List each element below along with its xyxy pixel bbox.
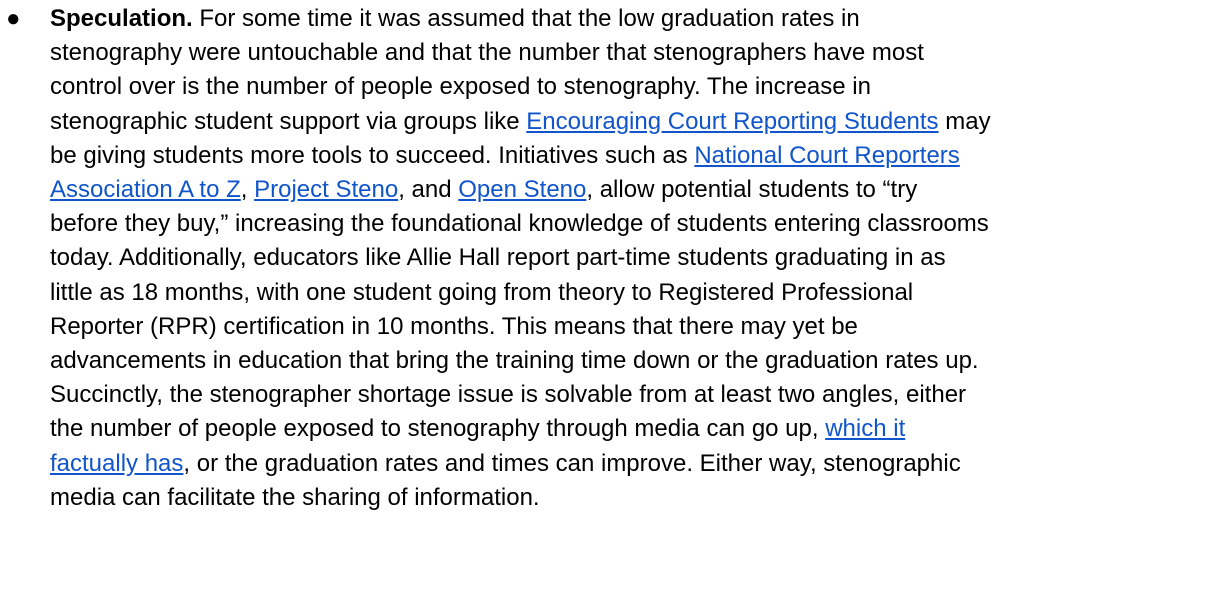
paragraph-text: , <box>240 176 255 204</box>
inline-link[interactable]: National Court Reporters <box>694 141 960 169</box>
paragraph-text: advancements in education that bring the training time down or the graduation rates up. <box>50 347 979 375</box>
paragraph-text: , or the graduation rates and times can improve. Either way, stenographic <box>183 449 961 477</box>
paragraph-text: stenography were untouchable and that the number that stenographers have most <box>50 39 924 67</box>
paragraph-text: stenographic student support via groups like <box>50 107 527 135</box>
inline-link[interactable]: Project Steno <box>254 176 399 204</box>
paragraph-text: little as 18 months, with one student going from theory to Registered Professional <box>50 278 914 306</box>
paragraph-text: today. Additionally, educators like Allie Hall report part-time students graduating in as <box>50 244 946 272</box>
bullet-paragraph <box>50 2 1200 515</box>
inline-link[interactable]: Association A to Z <box>50 176 241 204</box>
inline-link[interactable]: Open Steno <box>458 176 587 204</box>
paragraph-text: , allow potential students to “try <box>586 176 918 204</box>
paragraph-text: be giving students more tools to succeed. Initiatives such as <box>50 141 695 169</box>
paragraph-text: may <box>938 107 991 135</box>
paragraph-text: the number of people exposed to stenography through media can go up, <box>50 415 826 443</box>
paragraph-text: Reporter (RPR) certification in 10 months. This means that there may yet be <box>50 312 858 340</box>
lead-term: Speculation. <box>50 5 193 32</box>
paragraph-text: , and <box>398 176 459 204</box>
paragraph-text: Succinctly, the stenographer shortage issue is solvable from at least two angles, either <box>50 381 967 409</box>
paragraph-text: control over is the number of people exposed to stenography. The increase in <box>50 73 871 101</box>
inline-link[interactable]: Encouraging Court Reporting Students <box>526 107 939 135</box>
paragraph-text: For some time it was assumed that the low graduation rates in <box>192 5 860 32</box>
inline-link[interactable]: which it <box>825 415 906 443</box>
bullet-icon: ● <box>6 5 21 32</box>
inline-link[interactable]: factually has <box>50 449 184 477</box>
paragraph-body <box>50 5 991 511</box>
paragraph-text: media can facilitate the sharing of information. <box>50 483 540 511</box>
paragraph-text: before they buy,” increasing the foundational knowledge of students entering classrooms <box>50 210 989 238</box>
